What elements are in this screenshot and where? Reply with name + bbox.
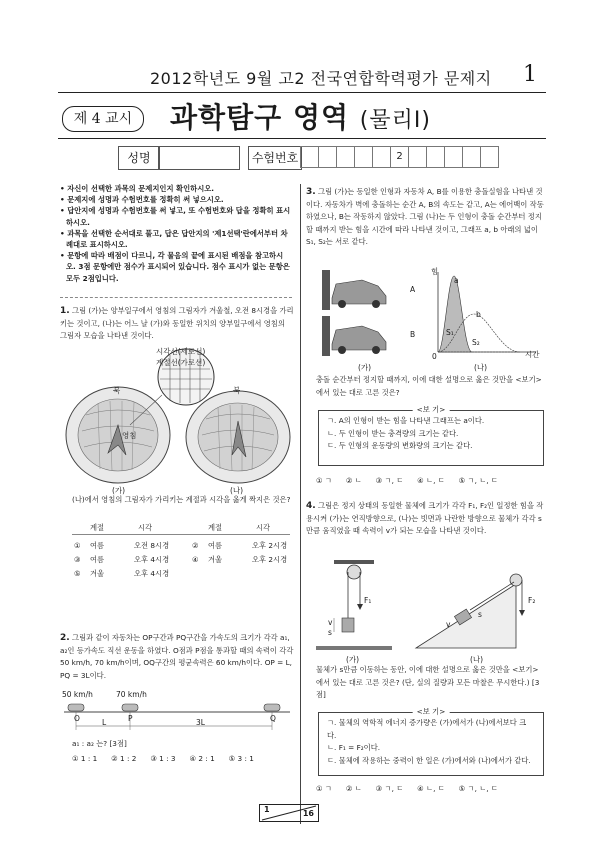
id-label: 수험번호 [248, 146, 302, 170]
q2-options[interactable]: ① 1 : 1 ② 1 : 2 ③ 1 : 3 ④ 2 : 1 ⑤ 3 : 1 [72, 754, 254, 763]
q4-body: 그림은 정지 상태의 동일한 물체에 크기가 각각 F₁, F₂인 일정한 힘을 작용시켜 (가)는 연직방향으로, (나)는 빗면과 나란한 방향으로 물체가 각각 s만큼 움직였을 때 속력이 v가 되는 모습을 나타낸 것이다. [306, 501, 544, 535]
q4-question: 물체가 s만큼 이동하는 동안, 이에 대한 설명으로 옳은 것만을 <보기>에서 있는 대로 고른 것은? (단, 실의 질량과 모든 마찰은 무시한다.) [3점] [316, 665, 540, 699]
q1-cap-na: (나) [230, 486, 244, 495]
q4-s1: s [328, 628, 332, 637]
q3-graph-a: a [454, 276, 459, 285]
footer-page: 1 [264, 805, 270, 814]
q1-needle-label: 영침 [122, 431, 137, 440]
q4-v1: v [328, 618, 333, 627]
q3-label-b: B [410, 330, 416, 339]
q3-s1: S₁ [446, 328, 454, 337]
q1-north2: 북 [233, 386, 241, 395]
q2-l: L [102, 718, 107, 727]
q2-number: 2. [60, 633, 70, 643]
q3-cars-figure [322, 270, 418, 358]
page-number: 1 [523, 62, 537, 87]
q4-box [318, 707, 544, 776]
q4-cap-ga: (가) [346, 655, 360, 664]
id-cell[interactable] [462, 146, 481, 168]
q4-box-item: ㄴ. F₁ = F₂이다. [327, 743, 381, 752]
q1-season-label: 계절선(가로선) [156, 358, 206, 367]
id-cell[interactable] [480, 146, 499, 168]
q3-origin: 0 [432, 352, 437, 361]
instructions [60, 183, 292, 284]
q2-question: a₁ : a₂ 는? [3점] [72, 739, 127, 748]
id-cell[interactable] [318, 146, 337, 168]
footer-total: 16 [302, 809, 314, 818]
id-cell[interactable] [354, 146, 373, 168]
q4-box-item: ㄷ. 물체에 작용하는 중력이 한 일은 (가)에서와 (나)에서가 같다. [327, 755, 531, 765]
column-divider [300, 184, 301, 824]
instruction-item: • 과목을 선택한 순서대로 풀고, 답은 답안지의 '제1선택'란에서부터 차례대로 표시하시오. [60, 228, 288, 250]
q1-body: 그림 (가)는 양부일구에서 영침의 그림자가 겨울철, 오전 8시경을 가리키는 것이고, (나)는 어느 날 (가)와 동일한 위치의 양부일구에서 영침의 그림자 모습을 나타낸 것이다. [60, 306, 294, 340]
id-cell[interactable] [372, 146, 391, 168]
q4-figure [316, 560, 544, 652]
q4-text [306, 500, 544, 538]
q3-force: 힘 [431, 267, 439, 276]
q3-cap-ga: (가) [358, 363, 372, 372]
q1-table-rule [72, 534, 290, 535]
q4-box-item: ㄱ. 물체의 역학적 에너지 증가량은 (가)에서가 (나)에서보다 크다. [327, 718, 527, 740]
page-header [0, 62, 600, 92]
id-cell[interactable] [408, 146, 427, 168]
q2-v1: 50 km/h [62, 690, 93, 699]
q2-l3: 3L [196, 718, 205, 727]
instruction-item: • 문항에 따라 배점이 다르니, 각 물음의 끝에 표시된 배점을 참고하시오. 3점 문항에만 점수가 표시되어 있습니다. 점수 표시가 없는 문항은 모두 2점입니다. [60, 251, 290, 283]
instruction-item: • 답안지에 성명과 수험번호를 써 넣고, 또 수험번호와 답을 정확히 표시하시오. [60, 206, 291, 227]
q1-text [60, 305, 294, 343]
q1-question: (나)에서 영침의 그림자가 가리키는 계절과 시각을 옳게 짝지은 것은? [72, 495, 291, 504]
q3-body: 그림 (가)는 동일한 인형과 자동차 A, B를 이용한 충돌실험을 나타낸 것이다. 자동차가 벽에 충돌하는 순간 A, B의 속도는 같고, A는 에어백이 작동하였으나, B는 작동하지 않았다. 그림 (나)는 두 인형이 충돌 순간부터 정지할 때까지 받는 힘을 시간에 따라 나타낸 것이고, 그래프 a, b 아래의 넓이 S₁, S₂는 서로 같다. [306, 187, 544, 246]
instruction-item: • 문제지에 성명과 수험번호를 정확히 써 넣으시오. [60, 195, 224, 205]
name-label: 성명 [118, 146, 160, 170]
q3-number: 3. [306, 187, 316, 197]
q2-p: P [128, 714, 133, 723]
q3-time: 시간 [525, 350, 540, 359]
q4-f1: F₁ [364, 596, 372, 605]
q2-q: Q [270, 714, 276, 723]
q4-cap-na: (나) [470, 655, 484, 664]
q3-box-item: ㄷ. 두 인형의 운동량의 변화량의 크기는 같다. [327, 441, 473, 450]
q3-box [318, 405, 544, 466]
header-rule [58, 92, 546, 93]
q4-options[interactable]: ① ㄱ ② ㄴ ③ ㄱ, ㄷ ④ ㄴ, ㄷ ⑤ ㄱ, ㄴ, ㄷ [316, 784, 498, 793]
q4-number: 4. [306, 501, 316, 511]
q4-box-label: <보 기> [413, 706, 450, 719]
q2-figure [64, 690, 294, 740]
session-badge: 제 4 교시 [62, 106, 144, 132]
q3-box-label: <보 기> [413, 404, 450, 417]
exam-title: 2012학년도 9월 고2 전국연합학력평가 문제지 [150, 69, 492, 88]
q3-label-a: A [410, 285, 416, 294]
q2-body: 그림과 같이 자동차는 OP구간과 PQ구간을 가속도의 크기가 각각 a₁, a₂인 등가속도 직선 운동을 하였다. O점과 P점을 통과할 때의 속력이 각각 50 km/h, 70 km/h이며, OQ구간의 평균속력은 60 km/h이다. OP = L, PQ = 3L이다. [60, 633, 294, 680]
page-footer [259, 804, 319, 822]
instruction-item: • 자신이 선택한 과목의 문제지인지 확인하시오. [60, 184, 215, 193]
q2-text [60, 632, 294, 682]
q2-v2: 70 km/h [116, 690, 147, 699]
q3-box-item: ㄴ. 두 인형이 받는 충격량의 크기는 같다. [327, 428, 459, 438]
q3-question: 충돌 순간부터 정지할 때까지, 이에 대한 설명으로 옳은 것만을 <보기>에서 있는 대로 고른 것은? [316, 375, 542, 397]
q3-s2: S₂ [472, 338, 480, 347]
q3-text [306, 186, 544, 249]
id-cell[interactable] [444, 146, 463, 168]
subject-rule [58, 138, 546, 139]
q1-cap-ga: (가) [112, 486, 126, 495]
name-field[interactable] [158, 146, 240, 170]
subject-main: 과학탐구 영역 [170, 101, 350, 134]
instructions-rule [60, 297, 292, 298]
q4-s2: s [478, 610, 482, 619]
q3-cap-na: (나) [474, 363, 488, 372]
q3-graph-b: b [476, 310, 481, 319]
q3-graph [430, 270, 540, 358]
id-cell[interactable] [300, 146, 319, 168]
id-cell[interactable] [336, 146, 355, 168]
q1-lat-label: 시각선(세로선) [156, 347, 206, 356]
q3-box-item: ㄱ. A의 인형이 받는 힘을 나타낸 그래프는 a이다. [327, 416, 485, 425]
q4-f2: F₂ [528, 596, 536, 605]
q1-number: 1. [60, 306, 70, 316]
q4-v2: v [446, 620, 451, 629]
q2-o: O [74, 714, 80, 723]
id-cell[interactable] [426, 146, 445, 168]
q3-options[interactable]: ① ㄱ ② ㄴ ③ ㄱ, ㄷ ④ ㄴ, ㄷ ⑤ ㄱ, ㄴ, ㄷ [316, 476, 498, 485]
id-cells[interactable] [301, 146, 499, 168]
id-cell-fixed: 2 [390, 146, 409, 168]
subject-title [170, 96, 431, 136]
subject-sub: (물리Ⅰ) [359, 108, 431, 133]
q1-north1: 북 [113, 386, 121, 395]
